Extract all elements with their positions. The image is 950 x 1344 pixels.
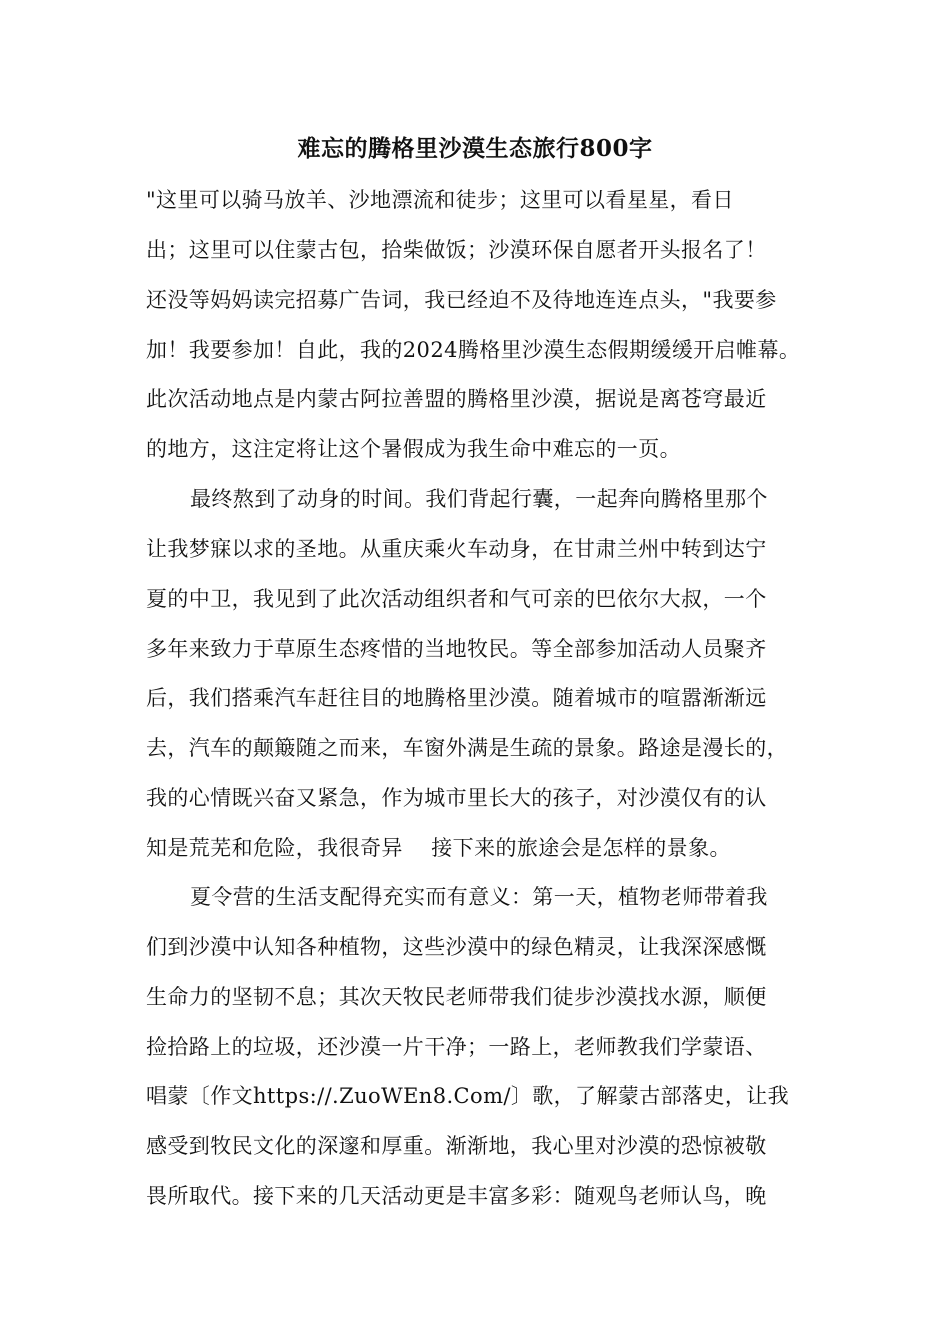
paragraph-line: 们到沙漠中认知各种植物，这些沙漠中的绿色精灵，让我深深感慨	[146, 935, 767, 959]
paragraph-line: 最终熬到了动身的时间。我们背起行囊，一起奔向腾格里那个	[190, 487, 768, 511]
paragraph-line: 多年来致力于草原生态疼惜的当地牧民。等全部参加活动人员聚齐	[146, 637, 767, 661]
paragraph-line: 畏所取代。接下来的几天活动更是丰富多彩：随观鸟老师认鸟，晚	[146, 1184, 767, 1208]
paragraph-line: 出；这里可以住蒙古包，拾柴做饭；沙漠环保自愿者开头报名了！	[146, 238, 767, 262]
paragraph-line: 我的心情既兴奋又紧急，作为城市里长大的孩子，对沙漠仅有的认	[146, 786, 767, 810]
paragraph-line: 后，我们搭乘汽车赶往目的地腾格里沙漠。随着城市的喧嚣渐渐远	[146, 686, 767, 710]
paragraph-line: 的地方，这注定将让这个暑假成为我生命中难忘的一页。	[146, 437, 681, 461]
paragraph-line: 去，汽车的颠簸随之而来，车窗外满是生疏的景象。路途是漫长的，	[146, 736, 788, 760]
paragraph-line: 加！我要参加！自此，我的2024腾格里沙漠生态假期缓缓开启帷幕。	[146, 338, 801, 362]
document-title: 难忘的腾格里沙漠生态旅行800字	[297, 135, 653, 162]
paragraph-line: 感受到牧民文化的深邃和厚重。渐渐地，我心里对沙漠的恐惊被敬	[146, 1134, 767, 1158]
paragraph-line: 还没等妈妈读完招募广告词，我已经迫不及待地连连点头，"我要参	[146, 288, 777, 312]
paragraph-line: 捡拾路上的垃圾，还沙漠一片干净；一路上，老师教我们学蒙语、	[146, 1035, 767, 1059]
paragraph-line: 此次活动地点是内蒙古阿拉善盟的腾格里沙漠，据说是离苍穹最近	[146, 387, 767, 411]
paragraph-line: 让我梦寐以求的圣地。从重庆乘火车动身，在甘肃兰州中转到达宁	[146, 537, 767, 561]
paragraph-line: 知是荒芜和危险，我很奇异 接下来的旅途会是怎样的景象。	[146, 836, 731, 860]
paragraph-line: 夏的中卫，我见到了此次活动组织者和气可亲的巴依尔大叔，一个	[146, 587, 767, 611]
paragraph-line: 夏令营的生活支配得充实而有意义：第一天，植物老师带着我	[190, 885, 768, 909]
paragraph-line: "这里可以骑马放羊、沙地漂流和徒步；这里可以看星星，看日	[146, 188, 734, 212]
paragraph-line: 唱蒙〔作文https://.ZuoWEn8.Com/〕歌，了解蒙古部落史，让我	[146, 1084, 790, 1108]
paragraph-line: 生命力的坚韧不息；其次天牧民老师带我们徒步沙漠找水源，顺便	[146, 985, 767, 1009]
